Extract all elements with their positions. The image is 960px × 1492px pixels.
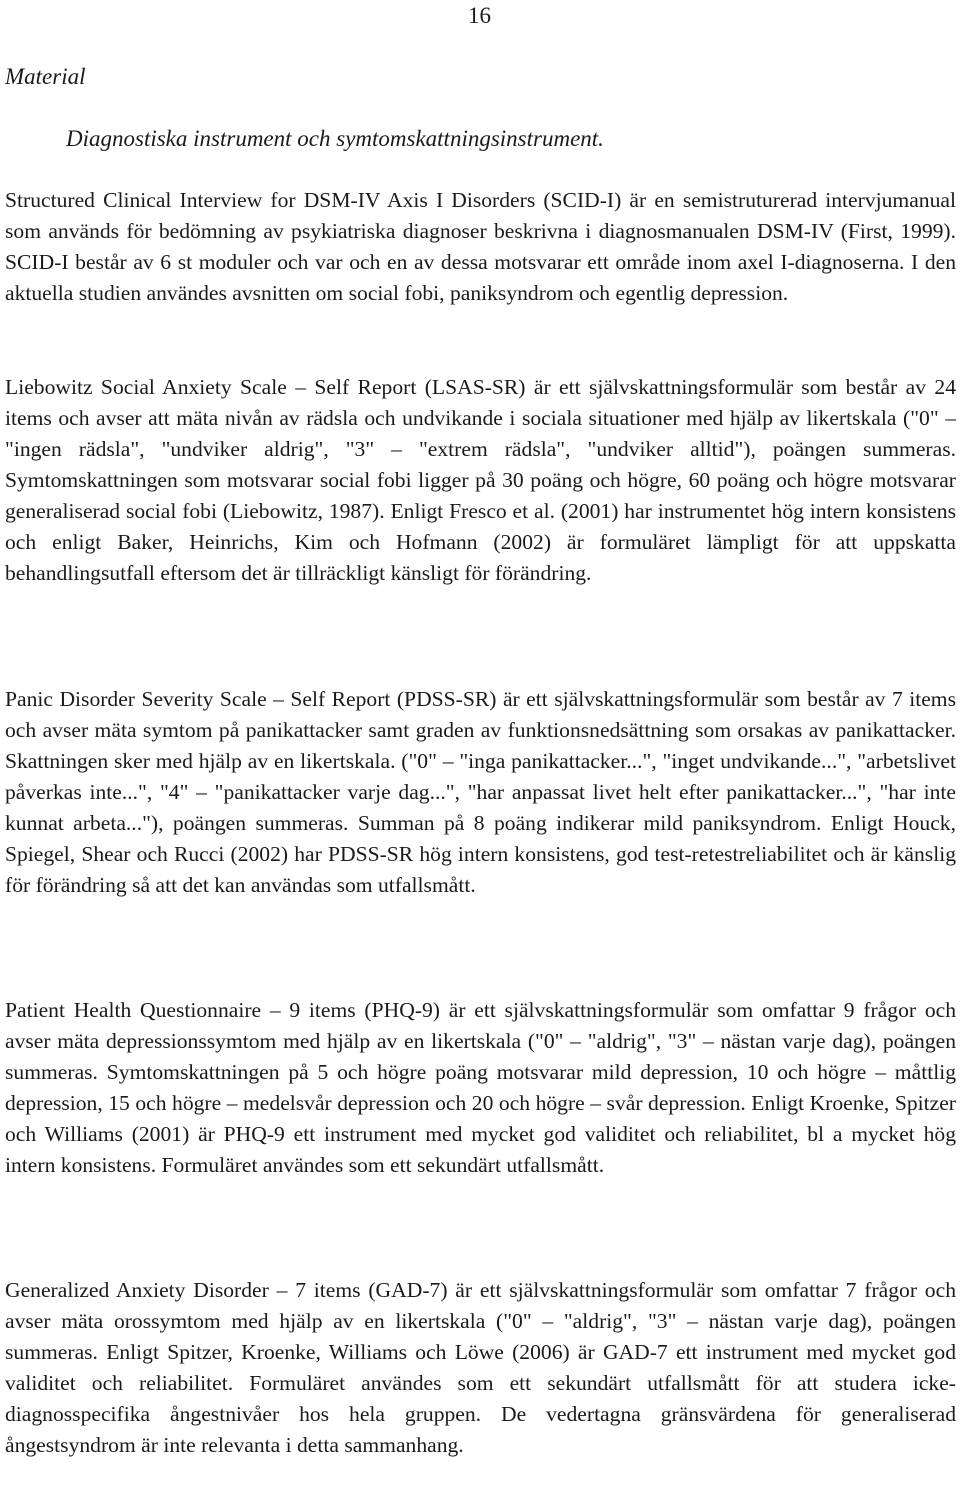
section-heading: Material — [5, 64, 86, 89]
paragraph-pdss: Panic Disorder Severity Scale – Self Report (PDSS-SR) är ett självskattningsformulär som består av 7 items och avser mäta symtom på panikattacker samt graden av funktionsnedsättning som orsakas av panikattacker. Skattningen sker med hjälp av en likertskala. ("0" – "inga panikattacker...", "inget undvikande...", "arbetslivet påverkas inte...", "4" – "panikattacker varje dag...", "har anpassat livet helt efter panikattacker...", "har inte kunnat arbeta..."), poängen summeras. Summan på 8 poäng indikerar mild paniksyndrom. Enligt Houck, Spiegel, Shear och Rucci (2002) har PDSS-SR hög intern konsistens, god test-retestreliabilitet och är känslig för förändring så att det kan användas som utfallsmått. — [5, 687, 956, 897]
paragraph-gad: Generalized Anxiety Disorder – 7 items (GAD-7) är ett självskattningsformulär som omfattar 7 frågor och avser mäta orossymtom med hjälp av en likertskala ("0" – "aldrig", "3" – nästan varje dag), poängen summeras. Enligt Spitzer, Kroenke, Williams och Löwe (2006) är GAD-7 ett instrument med mycket god validitet och reliabilitet. Formuläret användes som ett sekundärt utfallsmått för att studera icke-diagnosspecifika ångestnivåer hos hela gruppen. De vedertagna gränsvärdena för generaliserad ångestsyndrom är inte relevanta i detta sammanhang. — [5, 1278, 956, 1457]
page-number: 16 — [468, 3, 491, 28]
paragraph-lsas: Liebowitz Social Anxiety Scale – Self Report (LSAS-SR) är ett självskattningsformulär som består av 24 items och avser att mäta nivån av rädsla och undvikande i sociala situationer med hjälp av likertskala ("0" – "ingen rädsla", "undviker aldrig", "3" – "extrem rädsla", "undviker alltid"), poängen summeras. Symtomskattningen som motsvarar social fobi ligger på 30 poäng och högre, 60 poäng och högre motsvarar generaliserad social fobi (Liebowitz, 1987). Enligt Fresco et al. (2001) har instrumentet hög intern konsistens och enligt Baker, Heinrichs, Kim och Hofmann (2002) är formuläret lämpligt för att uppskatta behandlingsutfall eftersom det är tillräckligt känsligt för förändring. — [5, 375, 956, 585]
subsection-heading: Diagnostiska instrument och symtomskattningsinstrument. — [66, 126, 604, 151]
paragraph-scid: Structured Clinical Interview for DSM-IV Axis I Disorders (SCID-I) är en semistruturerad intervjumanual som används för bedömning av psykiatriska diagnoser beskrivna i diagnosmanualen DSM-IV (First, 1999). SCID-I består av 6 st moduler och var och en av dessa motsvarar ett område inom axel I-diagnoserna. I den aktuella studien användes avsnitten om social fobi, paniksyndrom och egentlig depression. — [5, 188, 956, 305]
paragraph-phq: Patient Health Questionnaire – 9 items (PHQ-9) är ett självskattningsformulär som omfattar 9 frågor och avser mäta depressionssymtom med hjälp av en likertskala ("0" – "aldrig", "3" – nästan varje dag), poängen summeras. Symtomskattningen på 5 och högre poäng motsvarar mild depression, 10 och högre – måttlig depression, 15 och högre – medelsvår depression och 20 och högre – svår depression. Enligt Kroenke, Spitzer och Williams (2001) är PHQ-9 ett instrument med mycket god validitet och reliabilitet, bl a mycket hög intern konsistens. Formuläret användes som ett sekundärt utfallsmått. — [5, 998, 956, 1177]
